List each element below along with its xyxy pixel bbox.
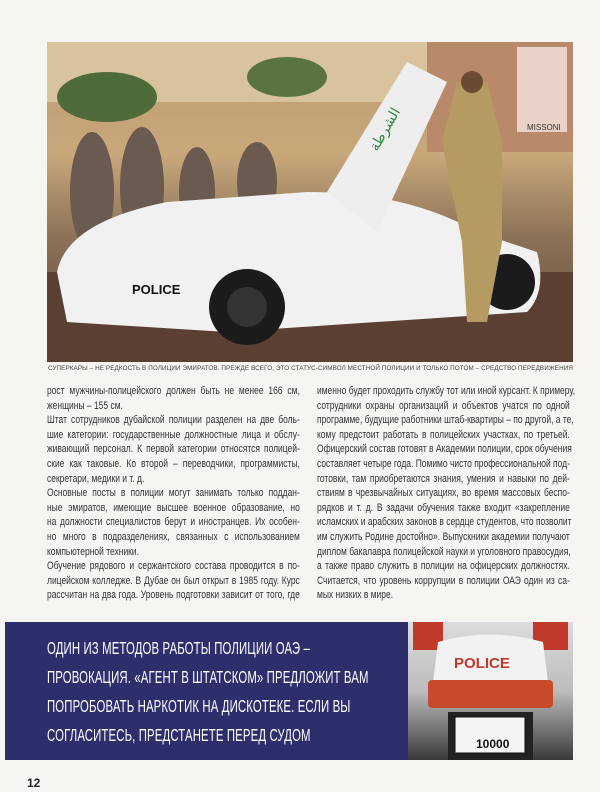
- text-line: лицейском колледже. В Дубае он был открыт в 1985 году. Курс: [47, 574, 300, 587]
- text-line: программе, будущие работники штаб-квартиры – по другой, а те,: [317, 414, 574, 427]
- text-line: мых низких в мире.: [317, 589, 394, 602]
- page-number: 12: [27, 776, 41, 790]
- pull-quote-line: ПОПРОБОВАТЬ НАРКОТИК НА ДИСКОТЕКЕ. ЕСЛИ ВЫ: [47, 696, 351, 716]
- photo-illustration: [47, 42, 573, 362]
- text-line: им служить Родине достойно». Выпускники академии получают: [317, 530, 570, 543]
- text-line: Основные посты в полиции могут занимать только поддан-: [47, 487, 300, 500]
- text-line: кому предстоит работать в полицейских участках, по третьей.: [317, 428, 570, 441]
- door-arabic-text: الشرطة: [366, 105, 404, 154]
- text-line: готовки, там приобретаются знания, умения и навыки по дей-: [317, 472, 570, 485]
- text-line: ские как таковые. Ко второй – переводчики, программисты,: [47, 457, 300, 470]
- pull-quote-box: [5, 622, 408, 760]
- text-line: на должности специалистов берут и иностранцев. Их особен-: [47, 516, 300, 529]
- text-line: сотрудники охраны организаций и объектов учатся по одной: [317, 399, 570, 412]
- police-motorcycle-photo: [408, 622, 573, 760]
- text-line: составляет четыре года. Помимо чисто профессиональной под-: [317, 457, 570, 470]
- text-line: диплом бакалавра полицейской науки и уголовного правосудия,: [317, 545, 571, 558]
- shop-sign: MISSONI: [527, 123, 561, 132]
- text-line: исламских и арабских законов в сердце студентов, что позволит: [317, 516, 572, 529]
- car-police-label: POLICE: [132, 282, 181, 297]
- text-line: Считается, что уровень коррупции в полиции ОАЭ один из са-: [317, 574, 570, 587]
- license-plate-number: 10000: [476, 737, 510, 751]
- pull-quote-line: СОГЛАСИТЕСЬ, ПРЕДСТАНЕТЕ ПЕРЕД СУДОМ: [47, 725, 311, 745]
- text-line: именно будет проходить службу тот или иной курсант. К примеру,: [317, 385, 576, 397]
- motorcycle-illustration: [408, 622, 573, 760]
- photo-caption: СУПЕРКАРЫ – НЕ РЕДКОСТЬ В ПОЛИЦИИ ЭМИРАТОВ. ПРЕЖДЕ ВСЕГО, ЭТО СТАТУС-СИМВОЛ МЕСТНОЙ ПОЛИЦИИ И ТОЛЬКО ПОТОМ – СРЕДСТВО ПЕРЕДВИЖЕНИЯ: [48, 365, 573, 372]
- text-line: ствиям в чрезвычайных ситуациях, во время массовых беспо-: [317, 487, 570, 500]
- text-line: ные эмиратов, имеющие высшее военное образование, но: [47, 501, 300, 514]
- moto-police-label: POLICE: [454, 655, 510, 672]
- text-line: рассчитан на два года. Уровень подготовки зависит от того, где: [47, 589, 300, 602]
- text-line: а также право служить в полиции на офицерских должностях.: [317, 560, 570, 573]
- article-column-right: [317, 384, 576, 603]
- text-line: шие категории: государственные должностные лица и обслу-: [47, 428, 300, 441]
- text-line: живающий персонал. К первой категории относятся полицей-: [47, 443, 300, 456]
- pull-quote-line: ПРОВОКАЦИЯ. «АГЕНТ В ШТАТСКОМ» ПРЕДЛОЖИТ ВАМ: [47, 667, 369, 687]
- text-line: Офицерский состав готовят в Академии полиции, срок обучения: [317, 443, 572, 456]
- text-line: Штат сотрудников дубайской полиции разделен на две боль-: [47, 414, 300, 427]
- text-line: секретари, медики и т. д.: [47, 472, 145, 485]
- text-line: но много в подразделениях, связанных с использованием: [47, 530, 300, 543]
- text-line: женщины – 155 см.: [47, 399, 123, 412]
- text-line: компьютерной техники.: [47, 545, 139, 558]
- pull-quote-line: ОДИН ИЗ МЕТОДОВ РАБОТЫ ПОЛИЦИИ ОАЭ –: [47, 638, 310, 658]
- text-line: Обучение рядового и сержантского состава проводится в по-: [47, 560, 300, 573]
- article-column-left: [47, 384, 300, 603]
- text-line: рядков и т. д. В задачи обучения также входит «закрепление: [317, 501, 570, 514]
- text-line: рост мужчины-полицейского должен быть не менее 166 см,: [47, 385, 300, 397]
- police-supercar-photo: [47, 42, 573, 362]
